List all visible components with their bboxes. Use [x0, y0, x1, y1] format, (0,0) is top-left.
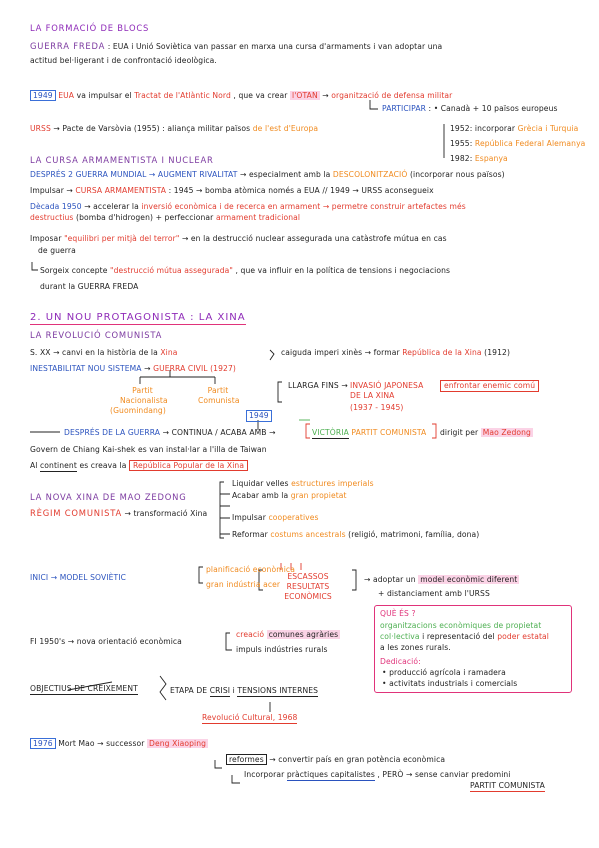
pc-final-text: PARTIT COMUNISTA: [470, 781, 545, 790]
date-1955-label: 1955:: [450, 139, 473, 148]
guerra-freda-text-2: actitud bel·ligerant i de confrontació ideològica.: [30, 56, 217, 65]
regim-line: [30, 508, 207, 519]
b3-cooperatives: cooperatives: [268, 513, 319, 522]
r1-republica: República de la Xina: [402, 348, 482, 357]
llarga-text: LLARGA FINS →: [288, 381, 348, 390]
q1-text: organitzacions econòmiques de propietat: [380, 621, 542, 630]
cursa-line-4: [30, 213, 300, 223]
reformes-line: [226, 755, 445, 765]
revolucio-line-2: [30, 364, 236, 374]
eua-text-2: , que va crear: [233, 91, 288, 100]
cursa-imposar: Imposar: [30, 234, 62, 243]
continua-text: → CONTINUA / ACABA AMB →: [162, 428, 276, 437]
urss-label: URSS: [30, 124, 51, 133]
cursa-permetre: → permetre construir artefactes més: [322, 202, 466, 211]
cursa-text-2: (incorporar nous països): [409, 170, 505, 179]
incorporar-line: [244, 770, 511, 780]
participar-label: PARTICIPAR: [382, 104, 426, 113]
q1-rep: i representació del: [422, 632, 495, 641]
cursa-destruccio: → en la destrucció nuclear assegurada una catàstrofe mútua en cas: [181, 234, 447, 243]
etapa-line: [170, 686, 318, 696]
b3-text: Impulsar: [232, 513, 266, 522]
incorporar-text: Incorporar: [244, 770, 285, 779]
b1-text: Liquidar velles: [232, 479, 289, 488]
guomindang: (Guomindang): [110, 406, 166, 415]
pc-text: PARTIT COMUNISTA: [351, 428, 427, 437]
adoptar-line: [364, 575, 519, 585]
tensions-text: TENSIONS INTERNES: [237, 686, 319, 695]
date-1982-value: Espanya: [474, 154, 508, 163]
guerra-freda-text: : EUA i Unió Soviètica van passar en marxa una cursa d'armaments i van adoptar una: [107, 42, 443, 51]
cursa-line-6: [40, 266, 450, 276]
arrow-text: →: [322, 91, 329, 100]
creava-al: Al: [30, 461, 38, 470]
que-es-title: QUÈ ÉS ?: [380, 609, 416, 618]
planificacio-text: planificació econòmica: [206, 565, 295, 574]
tractat-text: Tractat de l'Atlàntic Nord: [134, 91, 231, 100]
adoptar-model: model econòmic diferent: [420, 575, 518, 584]
ded-2: • activitats industrials i comercials: [382, 679, 518, 688]
cursa-text: → especialment amb la: [240, 170, 331, 179]
b4-costums: costums ancestrals: [270, 530, 346, 539]
creacio-line: [236, 630, 340, 640]
cursa-accelerar: → accelerar la: [84, 202, 139, 211]
year-1949-badge: 1949: [30, 90, 56, 101]
convertir-text: → convertir país en gran potència econòmica: [269, 755, 446, 764]
fi1950-text: FI 1950's → nova orientació econòmica: [30, 637, 182, 646]
cursa-augment: → AUGMENT RIVALITAT: [148, 170, 238, 179]
section-title: LA FORMACIÓ DE BLOCS: [30, 23, 150, 33]
practiques-text: pràctiques capitalistes: [286, 770, 375, 779]
date-1952-label: 1952: incorporar: [450, 124, 516, 133]
cursa-sep: //: [322, 186, 328, 195]
victoria-line: [312, 428, 426, 438]
cursa-influir: , que va influir en la política de tensions i negociacions: [235, 266, 451, 275]
pacte-text: → Pacte de Varsòvia (1955): [53, 124, 160, 133]
cursa-dma: "destrucció mútua assegurada": [110, 266, 233, 275]
cursa-armament: armament tradicional: [215, 213, 301, 222]
aliance-text: : aliança militar països: [162, 124, 251, 133]
govern-line: Govern de Chiang Kai-shek es van instal·lar a l'illa de Taiwan: [30, 445, 267, 454]
deng-text: Deng Xiaoping: [149, 739, 207, 748]
pero-text: , PERÒ: [377, 770, 404, 779]
creava-text: es creava la: [79, 461, 127, 470]
date-1982: [450, 154, 508, 164]
date-1955: [450, 139, 585, 149]
participar-line: [382, 104, 558, 114]
creava-continent: continent: [40, 461, 77, 470]
eua-label: EUA: [58, 91, 75, 100]
transf-text: → transformació Xina: [124, 509, 208, 518]
invasio-anys: (1937 - 1945): [350, 403, 404, 412]
r2-inestabilitat: INESTABILITAT NOU SISTEMA: [30, 364, 142, 373]
partit-comunista: Partit Comunista: [198, 386, 240, 405]
b2-text: Acabar amb la: [232, 491, 289, 500]
ded-1: • producció agrícola i ramadera: [382, 668, 506, 677]
impuls-text: impuls indústries rurals: [236, 645, 328, 654]
cursa-sorgeix: Sorgeix concepte: [40, 266, 108, 275]
cursa-line-5b: de guerra: [38, 246, 76, 255]
q1-col: col·lectiva: [380, 632, 420, 641]
dirigit-text: dirigit per: [440, 428, 479, 437]
cursa-armamentista: CURSA ARMAMENTISTA: [75, 186, 167, 195]
adoptar-text: → adoptar un: [364, 575, 416, 584]
b1-estructures: estructures imperials: [291, 479, 374, 488]
etapa-label: ETAPA DE: [170, 686, 208, 695]
r2-arrow: →: [144, 364, 151, 373]
victoria-text: VICTÒRIA: [312, 428, 349, 437]
cursa-descolonitzacio: DESCOLONITZACIÓ: [332, 170, 408, 179]
cursa-1945: : 1945 → bomba atòmica només a EUA: [168, 186, 320, 195]
date-1982-label: 1982:: [450, 154, 473, 163]
date-1952-value: Grècia i Turquia: [517, 124, 579, 133]
cursa-line-2: [30, 186, 434, 196]
guerra-freda-label: GUERRA FREDA: [30, 41, 106, 51]
dedicacio-label: Dedicació:: [380, 657, 421, 666]
sense-text: → sense canviar predomini: [405, 770, 511, 779]
gran-industria-text: gran indústria acer: [206, 580, 281, 589]
enfrontar-text: enfrontar enemic comú: [440, 380, 539, 392]
r1-caiguda: caiguda imperi xinès → formar: [281, 348, 400, 357]
r1-xina: Xina: [160, 348, 178, 357]
guerra-freda-line: [30, 41, 442, 52]
date-1952: [450, 124, 578, 134]
objectius-label: OBJECTIUS DE CREIXEMENT: [30, 684, 138, 693]
section2-title: [30, 313, 246, 323]
cursa-inversio: inversió econòmica i de recerca en armament: [141, 202, 321, 211]
urss-line: [30, 124, 318, 134]
creava-line: [30, 461, 248, 471]
cursa-line-7: durant la GUERRA FREDA: [40, 282, 139, 291]
cursa-1949: 1949 →: [330, 186, 359, 195]
revcult-text: Revolució Cultural, 1968: [202, 713, 298, 722]
cursa-line-5: [30, 234, 447, 244]
reformes-text: reformes: [226, 754, 267, 765]
cursa-title: LA CURSA ARMAMENTISTA I NUCLEAR: [30, 155, 214, 165]
revolucio-title: LA REVOLUCIÓ COMUNISTA: [30, 330, 163, 340]
invasio-text: INVASIÓ JAPONESA DE LA XINA: [350, 381, 424, 400]
nova-xina-title: LA NOVA XINA DE MAO ZEDONG: [30, 492, 187, 502]
mao-text: Mao Zedong: [482, 428, 531, 437]
eua-text: va impulsar el: [76, 91, 132, 100]
cursa-destructius: destructius: [30, 213, 74, 222]
rp-text: República Popular de la Xina: [129, 460, 248, 471]
regim-label: RÈGIM COMUNISTA: [30, 508, 122, 518]
revolucio-line-1b: [281, 348, 510, 358]
r1-year: (1912): [484, 348, 511, 357]
year-1949-box: 1949: [246, 410, 272, 422]
bullet-1: [232, 479, 374, 489]
cursa-impulsar: Impulsar →: [30, 186, 73, 195]
section2-title-text: 2. UN NOU PROTAGONISTA : LA XINA: [30, 312, 246, 323]
eua-line: [30, 91, 452, 101]
r2-guerra-civil: GUERRA CIVIL (1927): [153, 364, 236, 373]
despres-label: DESPRÉS DE LA GUERRA: [64, 428, 161, 437]
otan-text: l'OTAN: [292, 91, 318, 100]
dirigit-line: [440, 428, 533, 438]
pc-final: [470, 781, 545, 791]
cursa-perfeccionar: + perfeccionar: [155, 213, 214, 222]
objectius-text: [30, 684, 138, 694]
date-1955-value: República Federal Alemanya: [474, 139, 586, 148]
cursa-bomba: (bomba d'hidrogen): [76, 213, 154, 222]
revolucio-line-1: [30, 348, 178, 358]
participar-text: : • Canadà + 10 països europeus: [428, 104, 558, 113]
b4-list: (religió, matrimoni, família, dona): [348, 530, 480, 539]
mao-death-line: [30, 739, 208, 749]
year-1976-badge: 1976: [30, 738, 56, 749]
etapa-i: i: [232, 686, 235, 695]
cursa-despres: DESPRÉS 2 GUERRA MUNDIAL: [30, 170, 147, 179]
mort-text: Mort Mao → successor: [58, 739, 145, 748]
bullet-3: [232, 513, 319, 523]
despres-line: [64, 428, 276, 438]
cursa-line-3: [30, 202, 466, 212]
inici-line: [30, 573, 126, 583]
bullet-4: [232, 530, 479, 540]
distancia-text: + distanciament amb l'URSS: [378, 589, 490, 598]
cursa-decada: Dècada 1950: [30, 202, 82, 211]
org-defensa-text: organització de defensa militar: [331, 91, 453, 100]
q1-line-2: [380, 632, 549, 642]
cursa-line-1: [30, 170, 505, 180]
cursa-urss: URSS aconsegueix: [361, 186, 434, 195]
cursa-equilibri: "equilibri per mitjà del terror": [64, 234, 180, 243]
b2-gran-propietat: gran propietat: [290, 491, 347, 500]
revcult-line: [202, 713, 297, 723]
inici-text: INICI → MODEL SOVIÈTIC: [30, 573, 126, 582]
q1-poder: poder estatal: [497, 632, 549, 641]
escassos-text: ESCASSOS RESULTATS ECONÒMICS: [284, 572, 332, 601]
crisi-text: CRISI: [209, 686, 231, 695]
creacio-label: creació: [236, 630, 265, 639]
partit-nacionalista: Partit Nacionalista: [120, 386, 168, 405]
comunes-text: comunes agràries: [268, 630, 339, 639]
q2-text: a les zones rurals.: [380, 643, 451, 652]
bullet-2: [232, 491, 347, 501]
est-europa-text: de l'est d'Europa: [252, 124, 319, 133]
b4-text: Reformar: [232, 530, 268, 539]
r1-text: S. XX → canvi en la història de la: [30, 348, 158, 357]
